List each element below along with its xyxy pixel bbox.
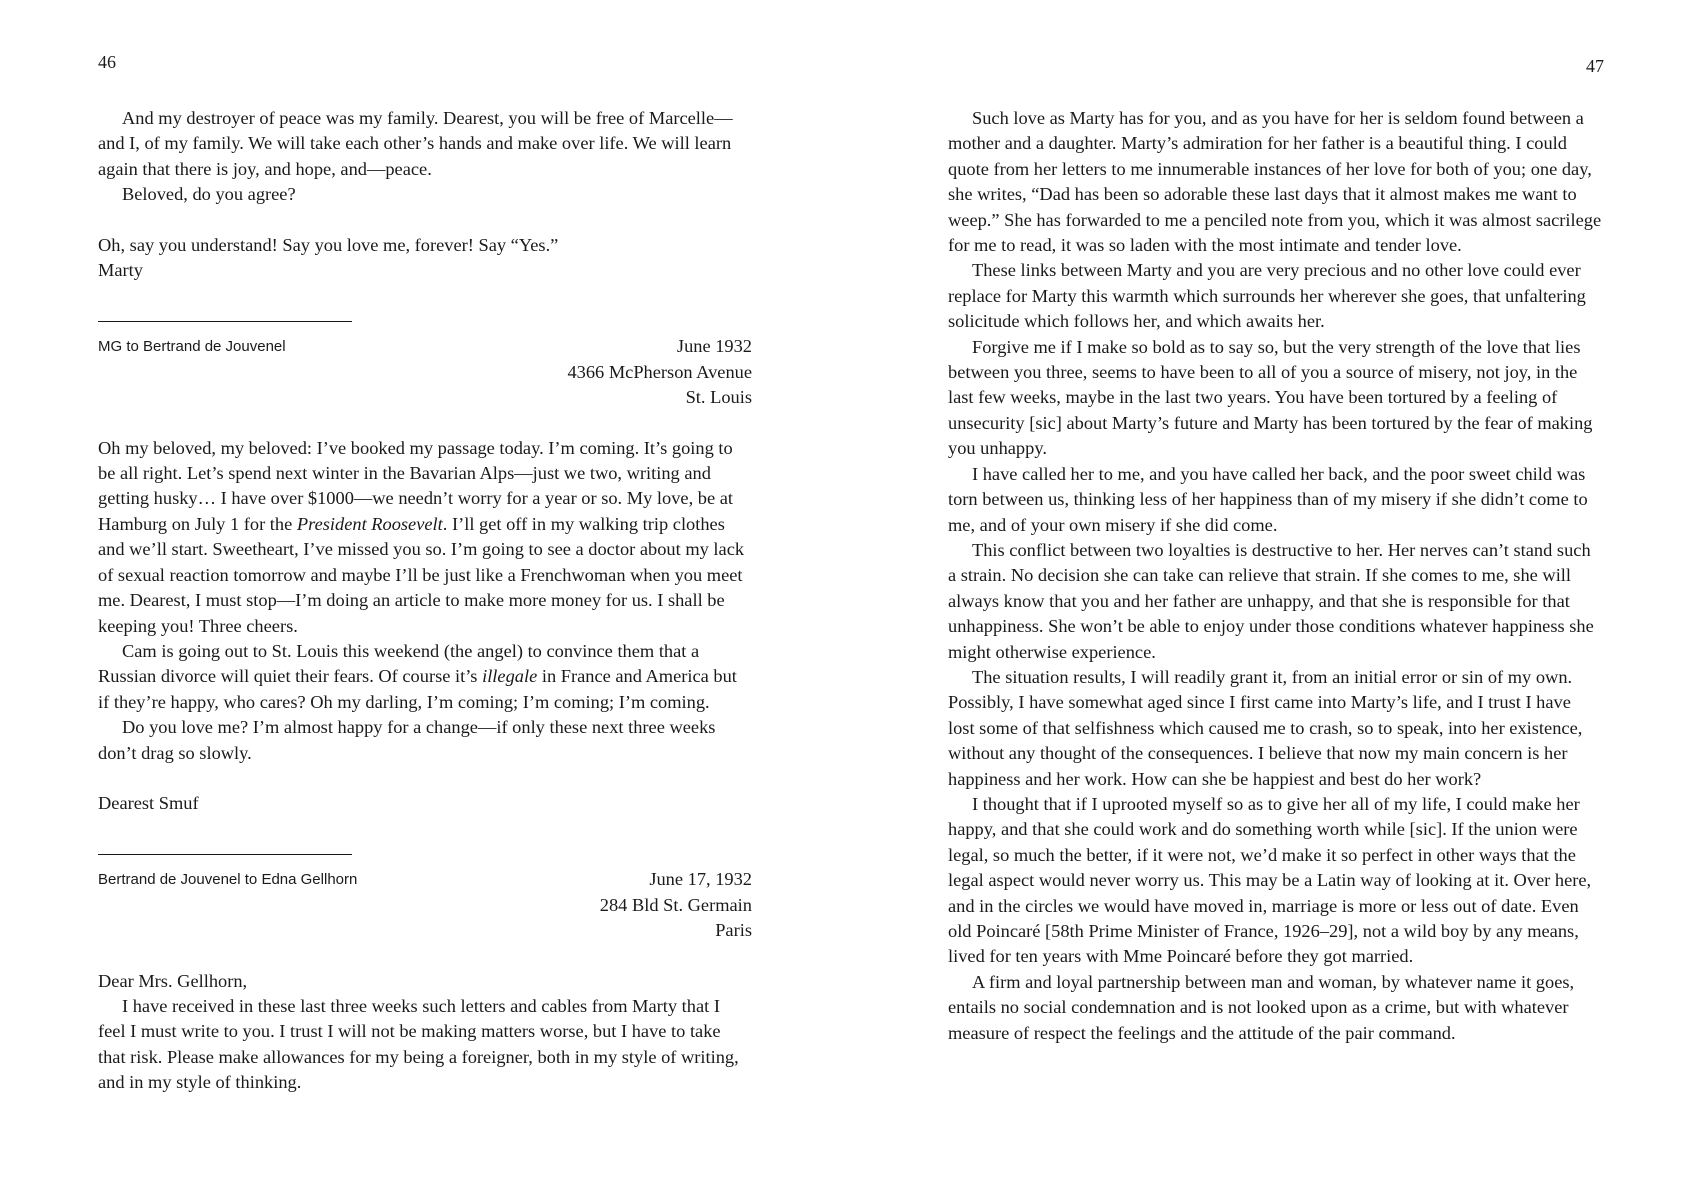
paragraph: I have called her to me, and you have called her back, and the poor sweet child was torn between us, thinking less of her happiness than of my misery if she didn’t come to me, and of your own misery if she did come. — [948, 463, 1588, 535]
left-page-content — [98, 106, 752, 1096]
paragraph: And my destroyer of peace was my family. Dearest, you will be free of Marcelle—and I, of my family. We will take each other’s hands and make over life. We will learn again that there is joy, and hope, and—peace. — [98, 108, 733, 179]
letter-date-address — [600, 867, 752, 943]
page-number-right: 47 — [1586, 56, 1604, 76]
paragraph: I have received in these last three weeks such letters and cables from Marty that I feel I must write to you. I trust I will not be making matters worse, but I have to take that risk. Please make allowances for my being a foreigner, both in my style of writing, and in my style of thinking. — [98, 995, 739, 1093]
letter-date: June 1932 — [676, 336, 752, 357]
paragraph: Do you love me? I’m almost happy for a change—if only these next three weeks don’t drag so slowly. — [98, 717, 716, 763]
section-divider — [98, 854, 352, 855]
section-divider — [98, 321, 352, 322]
paragraph: Forgive me if I make so bold as to say so, but the very strength of the love that lies between you three, seems to have been to all of you a source of misery, not joy, in the last few weeks, maybe in the last two years. You have been tortured by a feeling of unsecurity [sic] about Marty’s future and Marty has been tortured by the fear of making you unhappy. — [948, 336, 1593, 459]
letter-correspondents: Bertrand de Jouvenel to Edna Gellhorn — [98, 871, 358, 889]
letter-address-line: St. Louis — [685, 387, 752, 408]
paragraph: The situation results, I will readily grant it, from an initial error or sin of my own. Possibly, I have somewhat aged since I first came into Marty’s life, and I trust I have lost some of that selfishness which caused me to crash, so to speak, into her existence, without any thought of the consequences. I believe that now my main concern is her happiness and her work. How can she be happiest and best do her work? — [948, 666, 1583, 789]
italic-word: illegale — [482, 666, 538, 687]
letter-closing: Dearest Smuf — [98, 792, 199, 813]
letter-date-address — [567, 334, 752, 410]
paragraph: Beloved, do you agree? — [122, 184, 296, 205]
right-page-content — [948, 106, 1602, 1046]
paragraph: Cam is going out to St. Louis this weekend (the angel) to convince them that a Russian divorce will quiet their fears. Of course it’s illegale in France and America but if they’re happy, who cares? Oh my darling, I’m coming; I’m coming; I’m coming. — [98, 640, 737, 712]
letter-date: June 17, 1932 — [649, 869, 752, 890]
letter-address-line: 4366 McPherson Avenue — [567, 361, 752, 382]
letter-heading — [98, 867, 752, 943]
ship-name: President Roosevelt — [296, 513, 443, 534]
paragraph: These links between Marty and you are very precious and no other love could ever replace for Marty this warmth which surrounds her wherever she goes, that unfaltering solicitude which follows her, and which awaits her. — [948, 260, 1586, 332]
paragraph: Oh my beloved, my beloved: I’ve booked my passage today. I’m coming. It’s going to be all right. Let’s spend next winter in the Bavarian Alps—just we two, writing and getting husky… I have over $1000—we needn’t worry for a year or so. My love, be at Hamburg on July 1 for the President Roosevelt. I’ll get off in my walking trip clothes and we’ll start. Sweetheart, I’ve missed you so. I’m going to see a doctor about my lack of sexual reaction tomorrow and maybe I’ll be just like a Frenchwoman when you meet me. Dearest, I must stop—I’m doing an article to make more money for us. I shall be keeping you! Three cheers. — [98, 437, 745, 636]
salutation: Dear Mrs. Gellhorn, — [98, 970, 248, 991]
letter-heading — [98, 334, 752, 410]
paragraph: I thought that if I uprooted myself so as to give her all of my life, I could make her happy, and that she could work and do something worth while [sic]. If the union were legal, so much the better, if it were not, we’d make it so perfect in other ways that the legal aspect would never worry us. This may be a Latin way of looking at it. Over here, and in the circles we would have moved in, marriage is more or less out of date. Even old Poincaré [58th Prime Minister of France, 1926–29], not a wild boy by any means, lived for ten years with Mme Poincaré before they got married. — [948, 793, 1592, 967]
signature: Marty — [98, 260, 143, 281]
closing-line: Oh, say you understand! Say you love me, forever! Say “Yes.” — [98, 234, 559, 255]
paragraph: A firm and loyal partnership between man and woman, by whatever name it goes, entails no social condemnation and is not looked upon as a crime, but with whatever measure of respect the feelings and the attitude of the pair command. — [948, 971, 1575, 1043]
paragraph: This conflict between two loyalties is destructive to her. Her nerves can’t stand such a strain. No decision she can take can relieve that strain. If she comes to me, she will always know that you and her father are unhappy, and that she is responsible for that unhappiness. She won’t be able to enjoy under those conditions whatever happiness she might otherwise experience. — [948, 539, 1594, 662]
page-number-left: 46 — [98, 52, 116, 72]
paragraph: Such love as Marty has for you, and as you have for her is seldom found between a mother and a daughter. Marty’s admiration for her father is a beautiful thing. I could quote from her letters to me innumerable instances of her love for both of you; one day, she writes, “Dad has been so adorable these last days that it almost makes me want to weep.” She has forwarded to me a penciled note from you, which it was almost sacrilege for me to read, it was so laden with the most intimate and tender love. — [948, 108, 1602, 256]
letter-address-line: 284 Bld St. Germain — [599, 894, 752, 915]
letter-correspondents: MG to Bertrand de Jouvenel — [98, 338, 286, 356]
letter-address-line: Paris — [715, 920, 752, 941]
